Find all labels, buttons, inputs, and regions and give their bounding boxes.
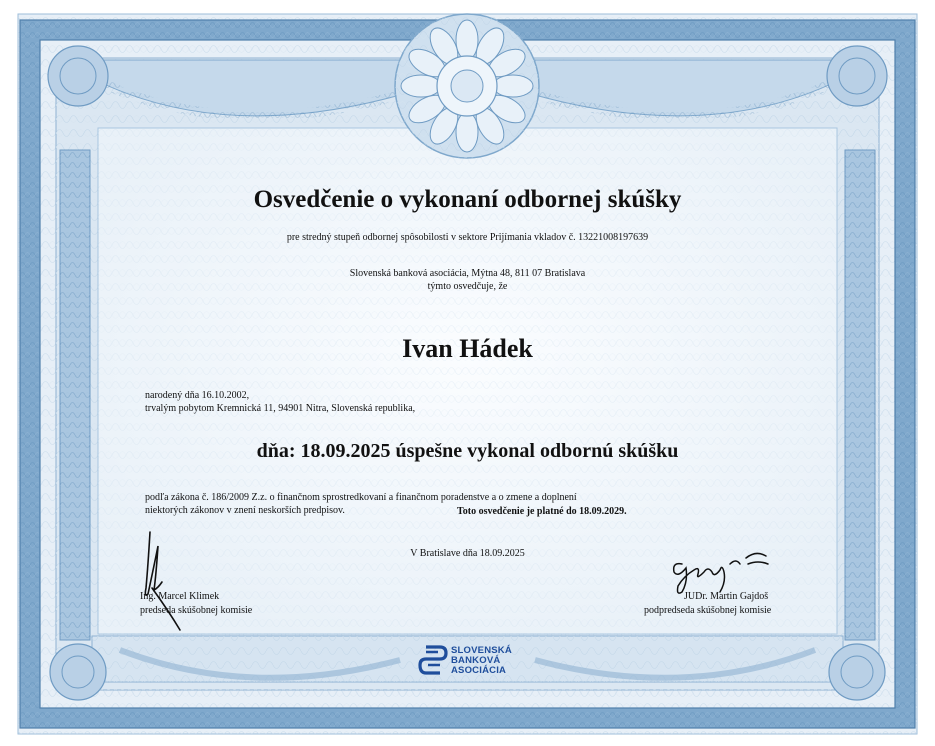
place-and-date: V Bratislave dňa 18.09.2025: [410, 548, 525, 559]
address-line: trvalým pobytom Kremnická 11, 94901 Nitra, Slovenská republika,: [145, 403, 416, 414]
law-reference-line-2: niektorých zákonov v znení neskorších predpisov.: [145, 505, 345, 516]
signature-right-icon: [668, 542, 778, 598]
logo-text-line3: ASOCIÁCIA: [451, 665, 507, 676]
certificate-title: Osvedčenie o vykonaní odbornej skúšky: [253, 186, 682, 213]
signatory-left-name: Ing. Marcel Klimek: [140, 591, 220, 602]
issuer-statement: týmto osvedčuje, že: [427, 281, 508, 292]
issuer-address: Slovenská banková asociácia, Mýtna 48, 811 07 Bratislava: [349, 268, 586, 279]
holder-name: Ivan Hádek: [402, 334, 533, 363]
validity-statement: Toto osvedčenie je platné do 18.09.2029.: [457, 506, 627, 517]
certificate-subtitle: pre stredný stupeň odbornej spôsobilosti v sektore Prijímania vkladov č. 13221008197639: [286, 232, 649, 243]
law-reference-line: podľa zákona č. 186/2009 Z.z. o finančnom sprostredkovaní a finančnom poradenstve a o zmene a doplnení: [145, 492, 577, 503]
signatory-right-role: podpredseda skúšobnej komisie: [644, 605, 772, 616]
association-logo: [418, 643, 528, 679]
sba-logo-icon: [418, 643, 448, 677]
signatory-left-role: predseda skúšobnej komisie: [140, 605, 253, 616]
logo-text-line2: BANKOVÁ: [451, 655, 501, 666]
signature-left-icon: [128, 526, 188, 636]
signatory-right-name: JUDr. Martin Gajdoš: [684, 591, 769, 602]
logo-text-line1: SLOVENSKÁ: [451, 645, 512, 656]
birth-date-line: narodený dňa 16.10.2002,: [145, 390, 250, 401]
exam-result-line: dňa: 18.09.2025 úspešne vykonal odbornú skúšku: [256, 440, 679, 462]
